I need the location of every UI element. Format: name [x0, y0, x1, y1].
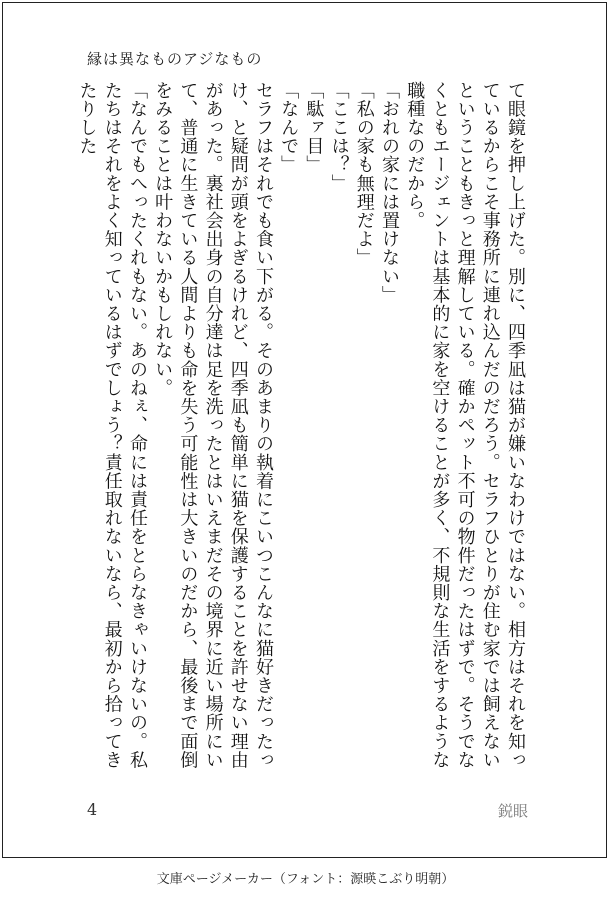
- page-number: 4: [87, 800, 98, 819]
- dialogue-line: 「駄ァ目」: [303, 81, 325, 174]
- running-title: 縁は異なものアジなもの: [87, 50, 263, 68]
- dialogue-line: 「なんでもへったくれもない。あのねぇ、命には責任をとらなきゃいけないの。私たちはそれをよく知っているはずでしょう？責任取れないなら、最初から拾ってきたりした: [76, 81, 148, 770]
- dialogue-line: 「私の家も無理だよ」: [353, 81, 375, 267]
- generator-caption: 文庫ページメーカー（フォント：源暎こぶり明朝）: [156, 872, 455, 887]
- page-frame: [2, 2, 607, 858]
- body-text: [68, 81, 528, 786]
- dialogue-line: 「おれの家には置けない」: [378, 81, 400, 305]
- dialogue-line: 「なんで」: [278, 81, 300, 174]
- paragraph-narration-2: セラフはそれでも食い下がる。そのあまりの執着にこいつこんなに猫好きだったっけ、と疑問が頭をよぎるけれど、四季凪も簡単に猫を保護することを許せない理由があった。裏社会出身の自分達は足を洗ったとはいえまだその境界に近い場所にいて、普通に生きている人間よりも命を失う可能性は大きいのだから、最後まで面倒をみることは叶わないかもしれない。: [152, 81, 274, 770]
- paragraph-narration-1: て眼鏡を押し上げた。別に、四季凪は猫が嫌いなわけではない。相方はそれを知っているからこそ事務所に連れ込んだのだろう。セラフひとりが住む家では飼えないということもきっと理解している。確かペット不可の物件だったはずで。そうでなくともエージェントは基本的に家を空けることが多く、不規則な生活をするような職種なのだから。: [404, 81, 526, 770]
- author-name: 鋭眼: [497, 802, 528, 820]
- dialogue-line: 「ここは？」: [328, 81, 350, 193]
